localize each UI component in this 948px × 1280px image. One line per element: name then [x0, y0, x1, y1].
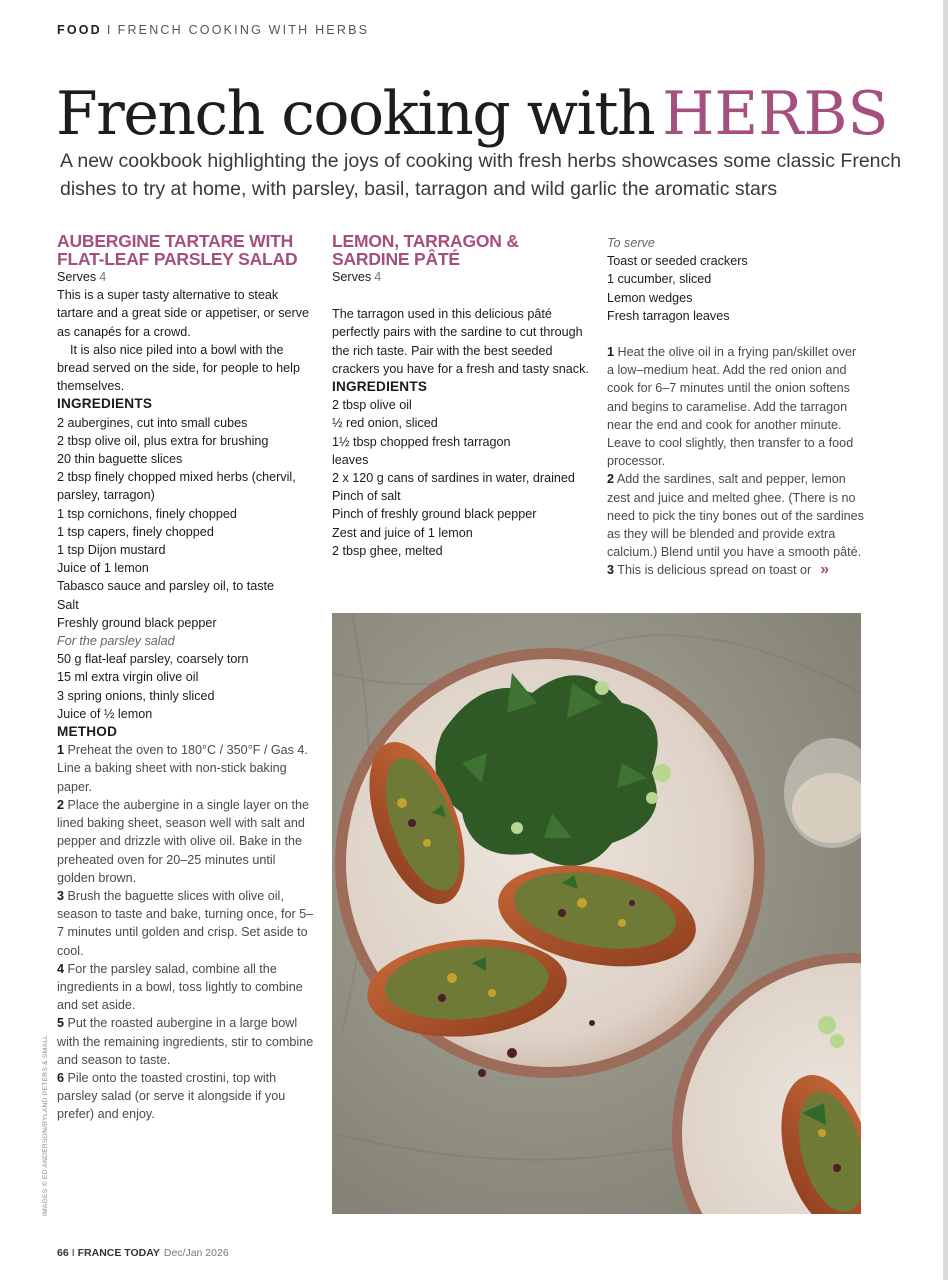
continued-arrow-icon: »: [820, 561, 830, 579]
method-step: [57, 887, 315, 960]
method-step: [607, 561, 865, 579]
method-list: [607, 343, 865, 580]
ingredient-item: 2 tbsp olive oil, plus extra for brushing: [57, 433, 269, 448]
method-step: [607, 470, 865, 561]
serve-subheading: To serve: [607, 236, 655, 250]
serves-label: Serves: [332, 270, 372, 284]
running-head: [57, 23, 369, 37]
step-text: Preheat the oven to 180°C / 350°F / Gas 4. Line a baking sheet with non-stick baking paper.: [57, 743, 308, 794]
section-label: FOOD: [57, 23, 102, 37]
running-head-separator: I: [106, 23, 113, 37]
ingredient-item: Juice of ½ lemon: [57, 706, 153, 721]
serve-item: 1 cucumber, sliced: [607, 272, 712, 287]
ingredient-item: Zest and juice of 1 lemon: [332, 525, 473, 540]
ingredient-item: 1 tsp capers, finely chopped: [57, 524, 214, 539]
recipe-sardine-pate: [332, 232, 590, 560]
step-number: 6: [57, 1070, 65, 1085]
ingredient-item: 1 tsp cornichons, finely chopped: [57, 506, 237, 521]
ingredients-heading: INGREDIENTS: [332, 379, 428, 395]
step-number: 3: [57, 888, 65, 903]
method-step: [57, 1069, 315, 1124]
photo-credit-text: IMAGES © ED ANDERSON/RYLAND PETERS & SMALL: [42, 1034, 49, 1216]
ingredient-item: 2 aubergines, cut into small cubes: [57, 415, 248, 430]
recipe-title: LEMON, TARRAGON & SARDINE PÂTÉ: [332, 231, 519, 269]
folio: [57, 1247, 229, 1259]
food-photo: [332, 613, 861, 1214]
issue-date: Dec/Jan 2026: [163, 1247, 229, 1259]
ingredients-list: [57, 414, 315, 632]
step-number: 1: [607, 345, 615, 360]
recipe-aubergine: [57, 232, 315, 1124]
serve-list: [607, 252, 865, 325]
step-text: Add the sardines, salt and pepper, lemon zest and juice and melted ghee. (There is no need to pick the tiny bones out of the sardines as they will be blended and provide extra calcium.) Blend until you have a smooth pâté.: [607, 472, 864, 560]
ingredient-item: 1½ tbsp chopped fresh tarragon leaves: [332, 434, 511, 467]
method-list: [57, 741, 315, 1123]
step-number: 3: [607, 563, 615, 578]
method-step: [57, 741, 315, 796]
ingredient-item: 1 tsp Dijon mustard: [57, 543, 166, 558]
ingredient-item: Juice of 1 lemon: [57, 561, 149, 576]
ingredient-item: Pinch of freshly ground black pepper: [332, 507, 537, 522]
title-main: French cooking with: [56, 79, 655, 149]
step-text: Put the roasted aubergine in a large bowl with the remaining ingredients, stir to combine and season to taste.: [57, 1016, 314, 1067]
step-number: 2: [57, 797, 65, 812]
magazine-name: FRANCE TODAY: [77, 1247, 160, 1259]
serves-line: [332, 268, 590, 286]
serve-item: Fresh tarragon leaves: [607, 308, 730, 323]
ingredient-item: 2 tbsp ghee, melted: [332, 543, 443, 558]
serve-item: Toast or seeded crackers: [607, 254, 748, 269]
standfirst: A new cookbook highlighting the joys of cooking with fresh herbs showcases some classic French dishes to try at home, with parsley, basil, tarragon and wild garlic the aromatic stars: [60, 150, 902, 200]
ingredient-item: 50 g flat-leaf parsley, coarsely torn: [57, 652, 249, 667]
recipe-sardine-pate-method: [607, 234, 865, 580]
ingredient-item: 3 spring onions, thinly sliced: [57, 688, 215, 703]
ingredient-item: Pinch of salt: [332, 489, 401, 504]
method-step: [57, 796, 315, 887]
food-photo-illustration: [332, 613, 861, 1214]
ingredient-item: 15 ml extra virgin olive oil: [57, 670, 199, 685]
step-text: Heat the olive oil in a frying pan/skillet over a low–medium heat. Add the red onion and cook for 6–7 minutes until the onion softens and begins to caramelise. Add the tarragon near the end and cook for another minute. Leave to cool slightly, then transfer to a food processor.: [607, 345, 857, 469]
intro-paragraph: The tarragon used in this delicious pâté perfectly pairs with the sardine to cut through the rich taste. Pair with the best seeded crackers you have for a fresh and tasty snack.: [332, 307, 589, 376]
ingredient-item: Tabasco sauce and parsley oil, to taste: [57, 579, 275, 594]
ingredient-item: Salt: [57, 597, 79, 612]
ingredient-item: ½ red onion, sliced: [332, 416, 438, 431]
page-title: [56, 72, 889, 156]
ingredient-item: Freshly ground black pepper: [57, 615, 217, 630]
ingredients-list: [332, 396, 590, 560]
method-step: [57, 960, 315, 1015]
section-topic: FRENCH COOKING WITH HERBS: [117, 23, 370, 37]
folio-separator: I: [71, 1247, 75, 1259]
step-number: 4: [57, 961, 65, 976]
intro-paragraph: This is a super tasty alternative to steak tartare and a great side or appetiser, or serve as canapés for a crowd.: [57, 288, 310, 339]
step-text: This is delicious spread on toast or: [617, 563, 812, 578]
step-text: For the parsley salad, combine all the ingredients in a bowl, toss lightly to combine and set aside.: [57, 961, 303, 1013]
ingredient-item: 2 tbsp finely chopped mixed herbs (chervil, parsley, tarragon): [57, 470, 296, 503]
photo-credit: [40, 1000, 52, 1220]
step-text: Brush the baguette slices with olive oil, season to taste and bake, turning once, for 5–7 minutes until golden and crisp. Set aside to cool.: [57, 888, 314, 958]
step-number: 1: [57, 743, 65, 758]
page-number: 66: [57, 1247, 69, 1259]
serve-item: Lemon wedges: [607, 290, 693, 305]
method-step: [607, 343, 865, 470]
ingredient-item: 20 thin baguette slices: [57, 452, 183, 467]
step-number: 2: [607, 472, 615, 487]
method-step: [57, 1014, 315, 1069]
serves-value: 4: [99, 270, 107, 284]
serves-label: Serves: [57, 270, 97, 284]
ingredients-heading: INGREDIENTS: [57, 396, 153, 412]
recipe-title: AUBERGINE TARTARE WITH FLAT-LEAF PARSLEY SALAD: [57, 231, 298, 269]
method-heading: METHOD: [57, 724, 118, 740]
step-text: Pile onto the toasted crostini, top with parsley salad (or serve it alongside if you prefer) and enjoy.: [57, 1070, 286, 1122]
ingredient-item: 2 x 120 g cans of sardines in water, drained: [332, 471, 575, 486]
page-edge: [943, 0, 948, 1280]
step-text: Place the aubergine in a single layer on the lined baking sheet, season well with salt and pepper and drizzle with olive oil. Bake in the preheated oven for 20–25 minutes until golden brown.: [57, 797, 310, 885]
step-number: 5: [57, 1016, 65, 1031]
salad-ingredients-list: [57, 650, 315, 723]
ingredient-item: 2 tbsp olive oil: [332, 398, 412, 413]
serves-line: [57, 268, 315, 286]
intro-paragraph: It is also nice piled into a bowl with the bread served on the side, for people to help themselves.: [57, 342, 300, 394]
salad-subheading: For the parsley salad: [57, 634, 175, 649]
serves-value: 4: [374, 270, 382, 284]
title-accent: HERBS: [662, 79, 889, 149]
